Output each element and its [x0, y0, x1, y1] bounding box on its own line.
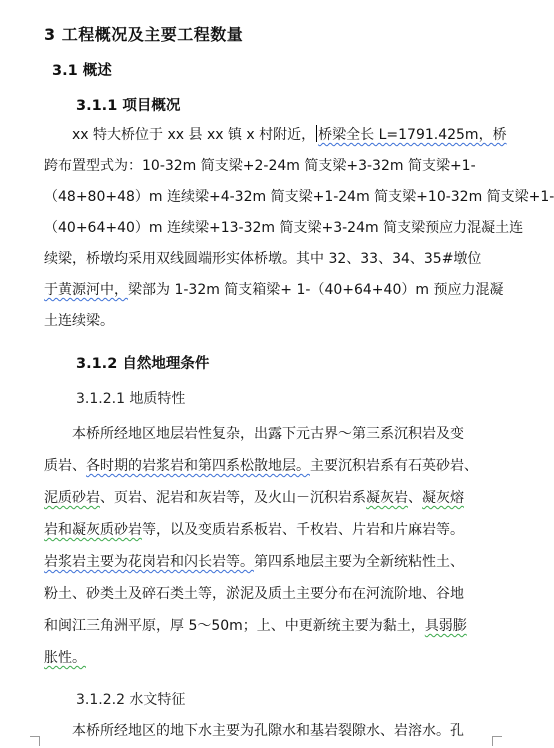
subsection-heading-project: 3.1.1 项目概况 — [76, 98, 181, 114]
text-run: 主要沉积岩系有石英砂岩、 — [310, 458, 478, 474]
paragraph-geology-line-3[interactable] — [44, 487, 492, 507]
paragraph-geology-line-7[interactable] — [44, 615, 492, 635]
text-run-flagged: 岩浆岩主要为花岗岩和闪长岩等。 — [44, 554, 254, 570]
text-run: 、 — [408, 490, 422, 506]
text-run-flagged: 胀性。 — [44, 650, 86, 666]
paragraph-geology-line-4[interactable] — [44, 519, 492, 539]
paragraph-project-line-2[interactable]: 跨布置型式为：10-32m 简支梁+2-24m 简支梁+3-32m 简支梁+1- — [44, 158, 476, 174]
paragraph-geology-line-5[interactable] — [44, 551, 492, 571]
margin-corner-mark-right — [492, 736, 502, 746]
text-run-flagged: 凝灰岩 — [366, 490, 408, 506]
text-run: 等，以及变质岩系板岩、千枚岩、片岩和片麻岩等。 — [142, 522, 464, 538]
text-run-flagged: 具弱膨 — [424, 618, 467, 634]
text-run-flagged: 泥质砂岩 — [44, 490, 100, 506]
paragraph-project-line-6[interactable] — [44, 279, 504, 299]
subsubsection-heading-geology: 3.1.2.1 地质特性 — [76, 391, 186, 407]
paragraph-project-line-7[interactable]: 土连续梁。 — [44, 313, 114, 329]
text-run-flagged: 凝灰熔 — [422, 490, 464, 506]
text-run-flagged: 各时期的岩浆岩和第四系松散地层。 — [86, 458, 310, 474]
paragraph-project-line-4[interactable]: （40+64+40）m 连续梁+13-32m 简支梁+3-24m 简支梁预应力混凝土连 — [44, 220, 524, 236]
paragraph-project-line-3[interactable]: （48+80+48）m 连续梁+4-32m 简支梁+1-24m 简支梁+10-32m 简支梁+1- — [44, 189, 554, 205]
section-heading-overview: 3.1 概述 — [52, 63, 112, 79]
subsubsection-heading-hydrology: 3.1.2.2 水文特征 — [76, 692, 186, 708]
paragraph-hydrology-line-1[interactable]: 本桥所经地区的地下水主要为孔隙水和基岩裂隙水、岩溶水。孔 — [72, 723, 464, 739]
paragraph-geology-line-8[interactable] — [44, 647, 492, 667]
text-cursor — [316, 125, 317, 142]
text-run-flagged: 桥梁全长 L=1791.425m，桥 — [318, 127, 507, 143]
text-run: 、页岩、泥岩和灰岩等，及火山－沉积岩系 — [100, 490, 366, 506]
text-run-flagged: 岩和凝灰质砂岩 — [44, 522, 142, 538]
margin-corner-mark-left — [30, 736, 40, 746]
chapter-heading: 3 工程概况及主要工程数量 — [44, 25, 244, 44]
text-run: 梁部为 1-32m 简支箱梁+ 1-（40+64+40）m 预应力混凝 — [128, 282, 504, 298]
subsection-heading-nature: 3.1.2 自然地理条件 — [76, 356, 210, 372]
text-run: xx 特大桥位于 xx 县 xx 镇 x 村附近， — [72, 127, 316, 143]
text-run-flagged: 于黄源河中， — [44, 282, 128, 298]
text-run: 和闽江三角洲平原，厚 5～50m；上、中更新统主要为黏土， — [44, 618, 425, 634]
paragraph-geology-line-2[interactable] — [44, 455, 492, 475]
text-run: 第四系地层主要为全新统粘性土、 — [254, 554, 464, 570]
text-run: 质岩、 — [44, 458, 86, 474]
paragraph-geology-line-6[interactable]: 粉土、砂类土及碎石类土等，淤泥及质土主要分布在河流阶地、谷地 — [44, 586, 464, 602]
paragraph-project-line-1[interactable] — [72, 124, 507, 144]
paragraph-geology-line-1[interactable]: 本桥所经地区地层岩性复杂，出露下元古界～第三系沉积岩及变 — [72, 426, 464, 442]
paragraph-project-line-5[interactable]: 续梁，桥墩均采用双线圆端形实体桥墩。其中 32、33、34、35#墩位 — [44, 251, 482, 267]
